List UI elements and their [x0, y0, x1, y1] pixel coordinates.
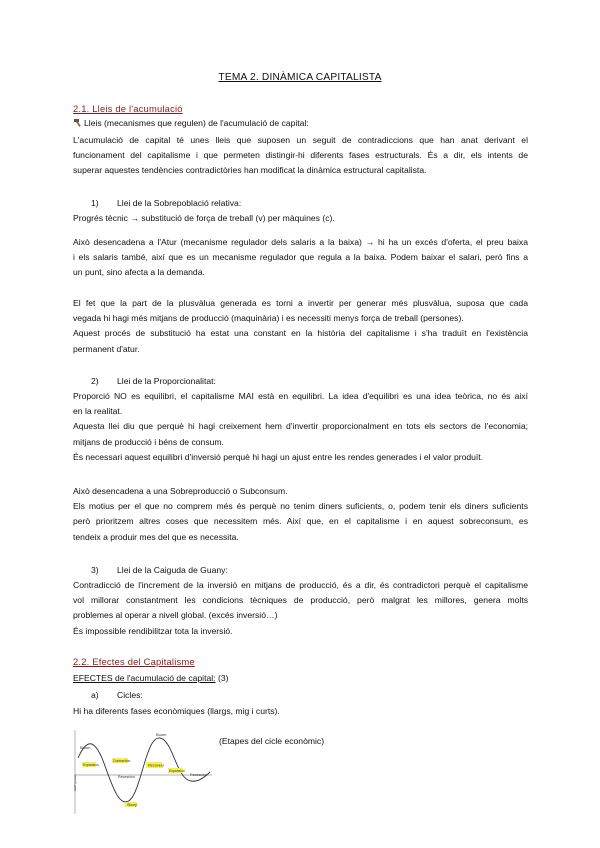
text-line: Aquest procés de substitució ha estat una constant en la història del capitalisme i s'ha traduït en l'existència: [73, 328, 528, 339]
effects-label: EFECTES de l'acumulació de capital:: [73, 673, 216, 683]
text-line: problemes al operar a nivell global. (excés inversió…): [73, 610, 278, 621]
label-boom-1: Boom: [80, 745, 91, 750]
text-line: Proporció NO es equilibri, el capitalisme MAI està en equilibri. La idea d'equilibri es una idea teòrica, no és així: [73, 391, 528, 401]
section-heading-efectes: 2.2. Efectes del Capitalisme: [73, 656, 195, 667]
text-line: Això desencadena a una Sobreproducció o Subconsum.: [73, 486, 288, 496]
text-line: Això desencadena a l'Atur (mecanisme regulador dels salaris a la baixa) → hi ha un excés d'oferta, el preu baixa: [73, 237, 528, 247]
law-3-heading: [91, 563, 228, 578]
list-number: 1): [91, 198, 99, 208]
law-1-heading: [91, 196, 241, 211]
intro-text: Lleis (mecanismes que regulen) de l'acumulació de capital:: [84, 118, 309, 128]
cycle-curve: [78, 738, 210, 802]
text-line: un punt, sino afecta a la demanda.: [73, 267, 205, 278]
text-line: vol millorar constantment les condicions tècniques de producció, però malgrat les millores, genera molts: [73, 595, 528, 606]
text-line: superar aquestes tendències contradictòries han modificat la dinàmica estructural capitalista.: [73, 165, 427, 176]
law-2-heading: [91, 374, 216, 389]
text-line: Els motius per el que no comprem més és perquè no tenim diners suficients, o, podem tenir els diners suficients: [73, 501, 528, 512]
text-line: i els salaris també, així que es un mecanisme regulador que regula a la baixa. Podem baixar el salari, però fins a: [73, 252, 528, 263]
label-recession: Recession: [118, 775, 135, 779]
paragraph-atur: [73, 235, 528, 281]
law-label: Llei de la Caiguda de Guany:: [117, 565, 228, 575]
text-line: funcionament del capitalisme i que permeten distingir-hi diferents fases estructurals. És a dir, els intents de: [73, 150, 528, 161]
item-label: Cicles:: [117, 690, 143, 700]
paragraph-proporcionalitat: [73, 389, 528, 465]
text-line: És impossible rendibilitzar tota la inversió.: [73, 625, 233, 636]
page-title: TEMA 2. DINÀMICA CAPITALISTA: [218, 72, 382, 83]
list-number: 3): [91, 565, 99, 575]
item-a-text: Hi ha diferents fases econòmiques (llargs, mig i curts).: [73, 706, 280, 716]
label-recovery: Recovery: [148, 763, 165, 768]
text-line: en la realitat.: [73, 406, 123, 417]
label-contraction: Contraction: [113, 759, 131, 763]
section-heading-lleis: 2.1. Lleis de l'acumulació: [73, 103, 183, 114]
list-number: a): [91, 690, 99, 700]
text-line: L'acumulació de capital té unes lleis que suposen un seguit de contradiccions que han anat derivant el: [73, 135, 528, 145]
text-line: És necessari aquest equilibri d'inversió perquè hi hagi un ajust entre les rendes generades i el valor produït.: [73, 451, 484, 462]
paragraph-caiguda-guany: [73, 578, 528, 639]
paragraph-plusvalua: [73, 296, 528, 357]
text-line: tendeix a produir mes del que es necessita.: [73, 531, 239, 542]
diagram-caption: (Etapes del cicle econòmic): [219, 736, 325, 746]
text-line: permanent d'atur.: [73, 343, 140, 354]
business-cycle-diagram: [72, 728, 218, 818]
effects-line: [73, 671, 528, 686]
law-1-line: Progrés tècnic → substitució de força de treball (v) per màquines (c).: [73, 213, 335, 223]
list-number: 2): [91, 376, 99, 386]
intro-line: [73, 116, 528, 131]
law-label: Llei de la Proporcionalitat:: [117, 376, 216, 386]
law-label: Llei de la Sobrepoblació relativa:: [117, 198, 242, 208]
paragraph-sobreproduccio: [73, 484, 528, 545]
label-expansion-1: Expansion: [83, 763, 99, 767]
item-a-heading: [91, 688, 143, 703]
text-line: El fet que la part de la plusvàlua generada es torni a invertir per generar més plusvàlua, suposa que cada: [73, 298, 528, 308]
text-line: Contradicció de l'increment de la inversió en mitjans de producció, és a dir, és contradictori perquè el capitalisme: [73, 580, 528, 590]
label-recession-2: Recession: [190, 773, 207, 777]
text-line: però prioritzem altres coses que necessitem més. Així que, en el capitalisme i en aquest sobreconsum, es: [73, 516, 528, 527]
effects-count: (3): [217, 673, 229, 683]
label-boom-2: Boom: [156, 732, 167, 737]
text-line: Aquesta llei diu que perquè hi hagi creixement hem d'invertir proporcionalment en tots els sectors de l'economia;: [73, 421, 528, 432]
label-expansion-2: Expansion: [169, 769, 185, 773]
text-line: mitjans de producció i béns de consum.: [73, 436, 224, 447]
text-line: vegada hi hagi més mitjans de producció (maquinària) i es necessiti menys força de treball (persones).: [73, 313, 464, 324]
label-y-axis: GDP growth: [73, 774, 77, 791]
label-slump: Slump: [127, 803, 138, 807]
hammer-icon: [73, 118, 83, 127]
paragraph-acumulacio: [73, 133, 528, 179]
